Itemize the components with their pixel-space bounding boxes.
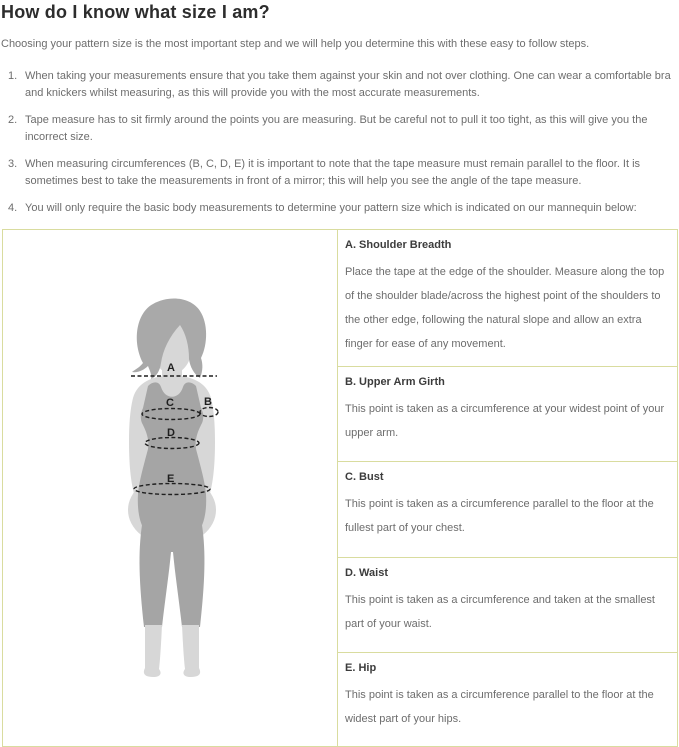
step-number: 1. <box>8 70 18 82</box>
step-text: When taking your measurements ensure that you take them against your skin and not over clothing. One can wear a comfortable bra and knickers whilst measuring, as this will provide you with the most accurate measurements. <box>25 70 671 99</box>
step-number: 4. <box>8 202 18 214</box>
page-title: How do I know what size I am? <box>1 2 270 22</box>
step-item <box>1 200 679 217</box>
marker-label-shoulder: A <box>167 362 175 374</box>
measurement-description: Place the tape at the edge of the shoulder. Measure along the top of the shoulder blade/across the highest point of the shoulders to the other edge, following the natural slope and allow an extra finger for ease of any movement. <box>345 266 665 350</box>
step-text: When measuring circumferences (B, C, D, E) it is important to note that the tape measure must remain parallel to the floor. It is sometimes best to take the measurements in front of a mirror; this will help you see the angle of the tape measure. <box>25 158 641 187</box>
measurement-description: This point is taken as a circumference at your widest point of your upper arm. <box>345 403 665 439</box>
step-item <box>1 156 679 190</box>
step-item <box>1 68 679 102</box>
step-text: You will only require the basic body measurements to determine your pattern size which is indicated on our mannequin below: <box>25 202 637 214</box>
measurement-row-upper-arm <box>338 367 677 462</box>
measurement-row-hip <box>338 653 677 746</box>
measurement-description: This point is taken as a circumference parallel to the floor at the fullest part of your chest. <box>345 498 654 534</box>
step-number: 3. <box>8 158 18 170</box>
step-item <box>1 112 679 146</box>
measurement-heading: D. Waist <box>345 567 388 579</box>
measurement-heading: E. Hip <box>345 662 377 674</box>
measurements-panel <box>338 230 677 746</box>
measurement-row-waist <box>338 558 677 653</box>
mannequin-panel <box>3 230 338 746</box>
mannequin-illustration <box>3 230 337 746</box>
measurement-heading: A. Shoulder Breadth <box>345 239 452 251</box>
intro-text: Choosing your pattern size is the most important step and we will help you determine this with these easy to follow steps. <box>1 38 590 50</box>
steps-list <box>1 68 679 217</box>
step-text: Tape measure has to sit firmly around the points you are measuring. But be careful not to pull it too tight, as this will give you the incorrect size. <box>25 114 648 143</box>
size-guide-table <box>2 229 678 747</box>
marker-label-upper-arm: B <box>204 396 212 408</box>
size-guide-page <box>1 2 679 747</box>
lower-leg-right <box>182 625 200 677</box>
measurement-row-shoulder <box>338 230 677 367</box>
marker-label-waist: D <box>167 427 175 439</box>
marker-label-bust: C <box>166 397 174 409</box>
marker-label-hip: E <box>167 473 175 485</box>
measurement-description: This point is taken as a circumference parallel to the floor at the widest part of your hips. <box>345 689 654 725</box>
measurement-heading: B. Upper Arm Girth <box>345 376 445 388</box>
step-number: 2. <box>8 114 18 126</box>
measurement-description: This point is taken as a circumference and taken at the smallest part of your waist. <box>345 594 655 630</box>
leggings <box>140 525 205 627</box>
lower-leg-left <box>144 625 162 677</box>
measurement-row-bust <box>338 462 677 558</box>
measurement-heading: C. Bust <box>345 471 384 483</box>
